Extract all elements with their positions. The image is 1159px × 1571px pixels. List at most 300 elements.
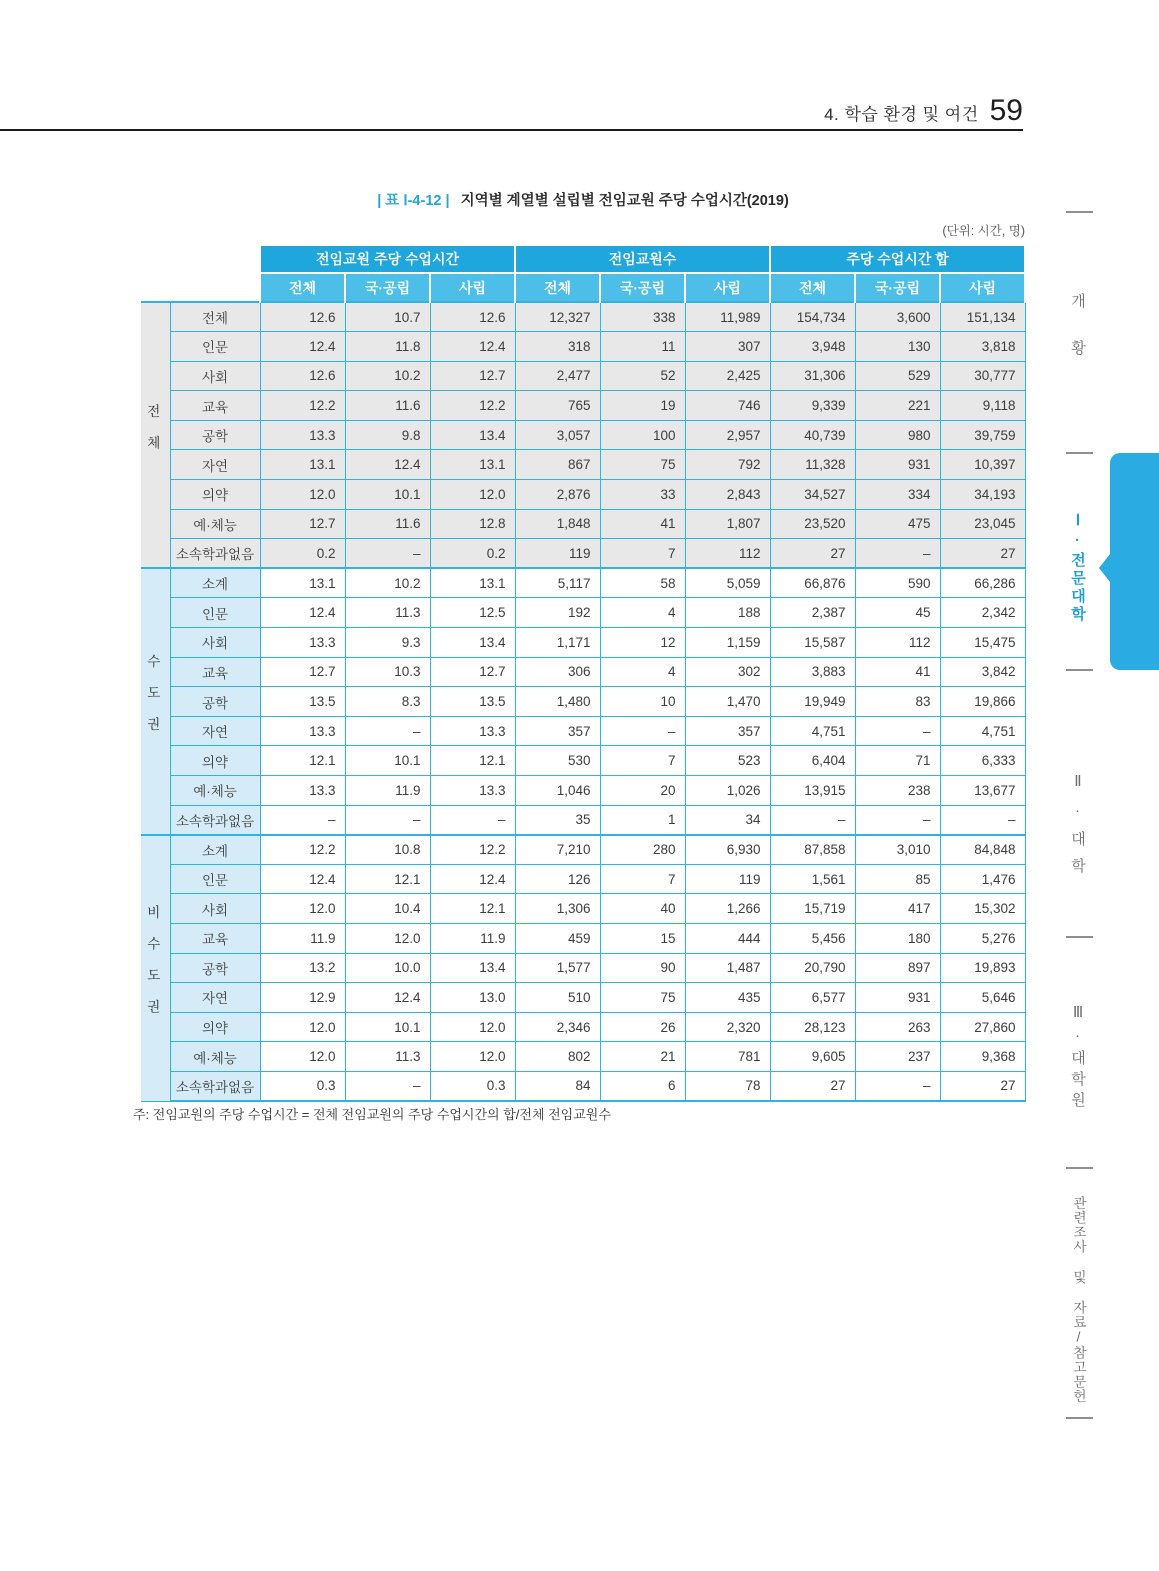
data-cell: 7 [600,864,685,894]
data-cell: 58 [600,568,685,598]
data-table [141,246,1026,1102]
data-cell: 12 [600,628,685,658]
row-label: 교육 [170,923,260,953]
data-cell: 238 [855,776,940,806]
data-cell: 0.2 [260,539,345,569]
col-group-weekly-hours: 전임교원 주당 수업시간 [260,246,515,273]
active-index-tab-marker [1110,453,1159,670]
data-cell: 12.0 [260,894,345,924]
data-cell: 151,134 [940,302,1025,332]
data-cell: 10.1 [345,1012,430,1042]
row-group-label: 전체 [141,302,170,568]
row-label: 소계 [170,568,260,598]
row-label: 예·체능 [170,1042,260,1072]
data-cell: 4,751 [770,716,855,746]
data-cell: 15,719 [770,894,855,924]
data-cell: 19,949 [770,687,855,717]
data-cell: 34 [685,805,770,835]
table-row [141,983,1025,1013]
data-cell: 2,342 [940,598,1025,628]
data-cell: 40 [600,894,685,924]
data-cell: 3,948 [770,332,855,362]
index-item-graduate-school: Ⅲ·대학원 [1069,1003,1086,1113]
data-cell: 7,210 [515,835,600,865]
data-cell: 10.2 [345,361,430,391]
data-cell: 12.0 [260,1042,345,1072]
data-cell: 12.4 [430,864,515,894]
data-cell: 1,487 [685,953,770,983]
data-cell: 10.1 [345,480,430,510]
data-cell: 34,527 [770,480,855,510]
data-cell: 3,057 [515,420,600,450]
row-label: 의약 [170,480,260,510]
data-cell: – [770,805,855,835]
data-cell: 2,425 [685,361,770,391]
data-cell: 318 [515,332,600,362]
data-cell: 2,876 [515,480,600,510]
data-cell: 3,818 [940,332,1025,362]
row-label: 인문 [170,332,260,362]
data-cell: 12.4 [345,450,430,480]
data-cell: 2,477 [515,361,600,391]
data-cell: 26 [600,1012,685,1042]
data-cell: 100 [600,420,685,450]
data-cell: 12.0 [430,1012,515,1042]
data-cell: 1,046 [515,776,600,806]
data-cell: – [855,539,940,569]
row-label: 의약 [170,1012,260,1042]
data-cell: 13.1 [430,450,515,480]
data-cell: 10.8 [345,835,430,865]
row-label: 예·체능 [170,509,260,539]
data-cell: 27 [940,1071,1025,1101]
data-cell: 529 [855,361,940,391]
data-cell: 12.6 [430,302,515,332]
data-cell: – [855,1071,940,1101]
data-cell: 417 [855,894,940,924]
data-cell: 9,339 [770,391,855,421]
data-cell: 9.8 [345,420,430,450]
data-cell: 12.0 [260,1012,345,1042]
data-cell: 1,480 [515,687,600,717]
data-cell: 444 [685,923,770,953]
data-cell: 52 [600,361,685,391]
data-cell: 263 [855,1012,940,1042]
data-cell: 30,777 [940,361,1025,391]
row-label: 공학 [170,420,260,450]
data-cell: 35 [515,805,600,835]
row-label: 소속학과없음 [170,539,260,569]
data-cell: 12.4 [260,864,345,894]
table-row [141,776,1025,806]
data-cell: 2,387 [770,598,855,628]
data-cell: 12.4 [345,983,430,1013]
data-cell: 2,346 [515,1012,600,1042]
data-cell: 12.1 [430,746,515,776]
table-row [141,420,1025,450]
data-cell: 3,842 [940,657,1025,687]
data-cell: 1,306 [515,894,600,924]
data-cell: 10.0 [345,953,430,983]
subcol-header-private: 사립 [685,273,770,302]
data-cell: 13.5 [260,687,345,717]
table-row [141,894,1025,924]
data-cell: 78 [685,1071,770,1101]
table-row [141,657,1025,687]
table-row [141,361,1025,391]
table-row [141,332,1025,362]
data-cell: 13.3 [260,776,345,806]
data-cell: 27,860 [940,1012,1025,1042]
row-group-label: 수도권 [141,568,170,834]
data-cell: 6,930 [685,835,770,865]
data-cell: 12.7 [430,361,515,391]
data-cell: 9.3 [345,628,430,658]
data-cell: – [345,805,430,835]
data-cell: 13.0 [430,983,515,1013]
data-cell: 66,286 [940,568,1025,598]
index-separator [1066,1167,1093,1169]
data-cell: 192 [515,598,600,628]
data-cell: 510 [515,983,600,1013]
data-cell: 27 [770,539,855,569]
data-cell: 21 [600,1042,685,1072]
data-cell: 3,600 [855,302,940,332]
data-cell: 13.1 [260,568,345,598]
data-cell: 765 [515,391,600,421]
data-cell: 13.3 [260,716,345,746]
index-item-university: Ⅱ·대학 [1069,772,1086,885]
data-cell: 7 [600,746,685,776]
subcol-header-private: 사립 [940,273,1025,302]
row-label: 자연 [170,716,260,746]
data-cell: 1 [600,805,685,835]
data-cell: 12.1 [345,864,430,894]
data-cell: 75 [600,983,685,1013]
data-cell: 781 [685,1042,770,1072]
data-cell: 6,404 [770,746,855,776]
data-cell: 867 [515,450,600,480]
table-number-tag: | 표 Ⅰ-4-12 | [377,193,450,209]
data-cell: 34,193 [940,480,1025,510]
data-cell: 13,915 [770,776,855,806]
data-cell: 13.4 [430,420,515,450]
data-cell: 746 [685,391,770,421]
table-row [141,391,1025,421]
data-cell: 13.2 [260,953,345,983]
table-row [141,598,1025,628]
table-row [141,805,1025,835]
table-title: 지역별 계열별 설립별 전임교원 주당 수업시간(2019) [460,193,789,209]
subcol-header-private: 사립 [430,273,515,302]
table-row [141,923,1025,953]
data-cell: 1,577 [515,953,600,983]
data-cell: 5,276 [940,923,1025,953]
data-cell: 12.8 [430,509,515,539]
data-cell: 523 [685,746,770,776]
data-cell: 11 [600,332,685,362]
data-cell: 12.0 [430,1042,515,1072]
data-cell: 0.3 [260,1071,345,1101]
data-cell: 12.7 [260,509,345,539]
data-cell: 20 [600,776,685,806]
data-cell: 87,858 [770,835,855,865]
data-cell: 13.5 [430,687,515,717]
data-cell: 12.2 [260,835,345,865]
data-cell: 12.2 [260,391,345,421]
data-cell: 41 [600,509,685,539]
data-cell: 15,302 [940,894,1025,924]
row-label: 사회 [170,894,260,924]
data-cell: 357 [515,716,600,746]
index-separator [1066,1417,1093,1419]
data-cell: 1,159 [685,628,770,658]
data-cell: 119 [515,539,600,569]
data-cell: – [345,1071,430,1101]
data-cell: 1,561 [770,864,855,894]
data-cell: 10,397 [940,450,1025,480]
row-label: 공학 [170,687,260,717]
data-cell: 84,848 [940,835,1025,865]
data-cell: 10.1 [345,746,430,776]
data-cell: 237 [855,1042,940,1072]
data-cell: 15 [600,923,685,953]
data-cell: 3,010 [855,835,940,865]
row-label: 인문 [170,598,260,628]
subcol-header-national-public: 국·공립 [855,273,940,302]
table-row [141,509,1025,539]
data-cell: 980 [855,420,940,450]
data-cell: – [600,716,685,746]
data-cell: 5,456 [770,923,855,953]
data-cell: 11.9 [260,923,345,953]
data-cell: 5,059 [685,568,770,598]
subcol-header-national-public: 국·공립 [600,273,685,302]
data-cell: 12.0 [430,480,515,510]
data-cell: 12.6 [260,361,345,391]
page-number: 59 [989,94,1023,127]
data-cell: 15,587 [770,628,855,658]
data-cell: 13.4 [430,953,515,983]
data-cell: 10.7 [345,302,430,332]
data-cell: 19 [600,391,685,421]
data-cell: 19,866 [940,687,1025,717]
data-cell: 71 [855,746,940,776]
data-cell: – [940,805,1025,835]
data-cell: 4 [600,657,685,687]
data-cell: 112 [685,539,770,569]
data-cell: 27 [940,539,1025,569]
data-cell: 6 [600,1071,685,1101]
data-cell: 302 [685,657,770,687]
table-row [141,628,1025,658]
data-cell: 13.3 [260,420,345,450]
index-item-overview: 개황 [1069,293,1086,387]
data-cell: 188 [685,598,770,628]
table-row [141,746,1025,776]
data-cell: 12.7 [260,657,345,687]
section-heading: 4. 학습 환경 및 여건 [824,105,979,124]
data-cell: 2,957 [685,420,770,450]
data-cell: 792 [685,450,770,480]
subcol-header-total: 전체 [515,273,600,302]
data-cell: 28,123 [770,1012,855,1042]
data-cell: 27 [770,1071,855,1101]
data-cell: 180 [855,923,940,953]
data-cell: 12.4 [260,332,345,362]
data-cell: 66,876 [770,568,855,598]
data-cell: – [345,539,430,569]
data-cell: 85 [855,864,940,894]
subcol-header-national-public: 국·공립 [345,273,430,302]
data-cell: 13.1 [430,568,515,598]
data-cell: 4 [600,598,685,628]
data-cell: 12.0 [260,480,345,510]
index-separator [1066,669,1093,671]
footnote: 주: 전임교원의 주당 수업시간 = 전체 전임교원의 주당 수업시간의 합/전체 전임교원수 [133,1107,611,1122]
data-cell: 12.2 [430,391,515,421]
subcol-header-total: 전체 [770,273,855,302]
data-cell: 307 [685,332,770,362]
index-item-references: 관련조사 및 자료/참고문헌 [1071,1196,1086,1404]
data-cell: 9,118 [940,391,1025,421]
data-cell: 10.4 [345,894,430,924]
index-separator [1066,936,1093,938]
row-label: 의약 [170,746,260,776]
data-cell: 12.7 [430,657,515,687]
data-cell: 8.3 [345,687,430,717]
data-cell: 931 [855,983,940,1013]
data-cell: 0.3 [430,1071,515,1101]
data-cell: – [430,805,515,835]
index-separator [1066,211,1093,213]
data-cell: 12.5 [430,598,515,628]
data-cell: 13.3 [260,628,345,658]
data-cell: 33 [600,480,685,510]
table-row [141,835,1025,865]
data-cell: 13.1 [260,450,345,480]
data-cell: 435 [685,983,770,1013]
data-cell: 11.8 [345,332,430,362]
table-row [141,480,1025,510]
data-cell: 10.2 [345,568,430,598]
data-cell: 306 [515,657,600,687]
index-item-junior-college: Ⅰ·전문대학 [1069,511,1086,624]
row-label: 공학 [170,953,260,983]
unit-note: (단위: 시간, 명) [942,224,1025,238]
data-cell: 4,751 [940,716,1025,746]
data-cell: 13.3 [430,776,515,806]
data-cell: 10.3 [345,657,430,687]
data-cell: 475 [855,509,940,539]
data-cell: – [345,716,430,746]
data-cell: 39,759 [940,420,1025,450]
data-cell: 12.4 [260,598,345,628]
table-row [141,539,1025,569]
data-cell: 10 [600,687,685,717]
data-cell: 1,807 [685,509,770,539]
data-cell: 6,333 [940,746,1025,776]
data-cell: 13.3 [430,716,515,746]
data-cell: 31,306 [770,361,855,391]
data-cell: – [855,805,940,835]
table-row [141,953,1025,983]
data-cell: 12.2 [430,835,515,865]
data-cell: 11.3 [345,1042,430,1072]
data-cell: 20,790 [770,953,855,983]
data-cell: 12,327 [515,302,600,332]
data-cell: 90 [600,953,685,983]
data-cell: 11.9 [345,776,430,806]
data-cell: 12.1 [260,746,345,776]
data-cell: 6,577 [770,983,855,1013]
data-cell: 130 [855,332,940,362]
data-cell: 12.9 [260,983,345,1013]
row-label: 사회 [170,361,260,391]
data-cell: 12.6 [260,302,345,332]
data-cell: 1,026 [685,776,770,806]
data-cell: 1,476 [940,864,1025,894]
data-cell: 45 [855,598,940,628]
index-separator [1066,452,1093,454]
data-cell: 7 [600,539,685,569]
data-cell: 19,893 [940,953,1025,983]
table-row [141,1042,1025,1072]
data-cell: 126 [515,864,600,894]
data-cell: 12.4 [430,332,515,362]
data-cell: 11.6 [345,509,430,539]
data-cell: 13,677 [940,776,1025,806]
data-cell: 154,734 [770,302,855,332]
table-caption [141,189,1025,210]
corner-cell [141,246,260,302]
data-cell: 119 [685,864,770,894]
data-cell: 11.3 [345,598,430,628]
data-cell: 1,171 [515,628,600,658]
table-row [141,1012,1025,1042]
data-cell: 0.2 [430,539,515,569]
data-cell: 2,843 [685,480,770,510]
data-cell: 84 [515,1071,600,1101]
data-cell: 23,520 [770,509,855,539]
row-label: 교육 [170,657,260,687]
data-cell: 338 [600,302,685,332]
data-cell: 357 [685,716,770,746]
table-row [141,450,1025,480]
data-cell: 13.4 [430,628,515,658]
data-cell: 11.6 [345,391,430,421]
data-cell: 9,605 [770,1042,855,1072]
table-row [141,1071,1025,1101]
data-cell: 83 [855,687,940,717]
table-row [141,687,1025,717]
data-cell: – [260,805,345,835]
data-cell: 334 [855,480,940,510]
data-cell: 40,739 [770,420,855,450]
row-label: 소계 [170,835,260,865]
data-cell: 530 [515,746,600,776]
data-cell: 1,266 [685,894,770,924]
row-label: 자연 [170,450,260,480]
data-cell: 280 [600,835,685,865]
data-cell: 1,848 [515,509,600,539]
running-head [0,94,1023,128]
data-cell: 75 [600,450,685,480]
data-cell: 41 [855,657,940,687]
data-cell: 12.0 [345,923,430,953]
row-label: 소속학과없음 [170,805,260,835]
data-cell: 802 [515,1042,600,1072]
